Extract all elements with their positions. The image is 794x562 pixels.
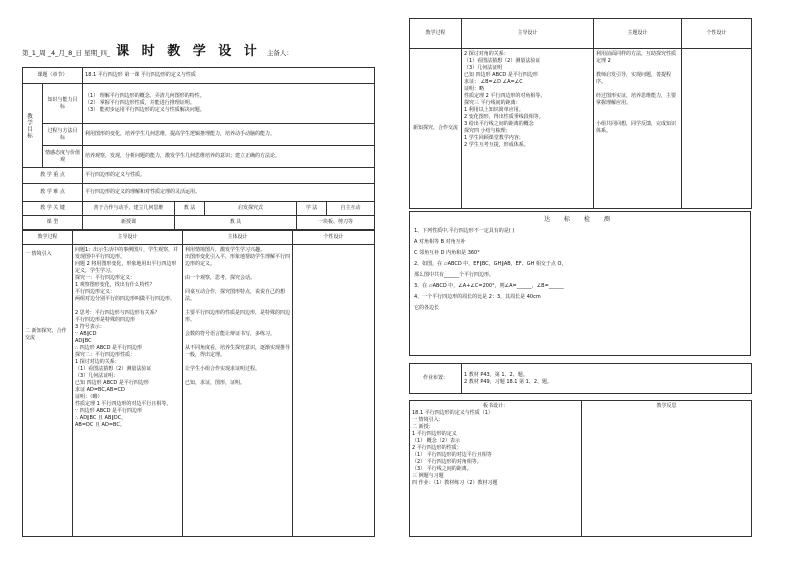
right-main-line: 探究三 平行线间的距离： <box>464 100 521 106</box>
body-design-line <box>185 268 290 275</box>
page-title: 课 时 教 学 设 计 <box>116 44 261 59</box>
reflection-label: 教学反思 <box>656 403 677 409</box>
board-line: （1） 概念（2）表示 <box>412 438 460 444</box>
goal-label-process: 过程与方法目 标 <box>43 124 83 146</box>
goal-line: （1） 理解平行四边形的概念，弄清几何图形的特性。 <box>85 93 205 99</box>
left-lesson-page <box>22 40 374 536</box>
main-design-line: ∴ 四边形 ABCD 是平行四边形 <box>75 345 143 351</box>
main-design-line: 3 符号表示： <box>75 324 105 330</box>
board-line: （3） 平行线之间的距离。 <box>412 466 472 472</box>
test-question-line: 2、如图，在 ▱ABCD 中，EF∥BC，GH∥AB，EF、GH 相交于点 O， <box>414 261 567 267</box>
process-head-stage: 教学过程 <box>23 231 73 245</box>
board-line: 18.1 平行四边形的定义与性质（1） <box>412 410 493 416</box>
learning-method-value: 自主互动 <box>327 202 375 216</box>
right-subject-line <box>596 65 679 72</box>
main-design-line <box>75 303 180 310</box>
topic-label: 课题（章节） <box>23 68 83 84</box>
main-design-line: 已知 四边形 ABCD 是平行四边形 <box>75 380 149 386</box>
right-main-line: 1 利用以上知识简单应用。 <box>464 107 524 113</box>
lesson-header <box>22 40 374 62</box>
method-table <box>22 201 375 230</box>
main-design-line: 2 思考：平行四边形与四边形有关系？ <box>75 310 160 316</box>
body-design-line <box>185 338 290 345</box>
method-key-value: 善于合作与动手，建立几何思维 <box>83 202 175 216</box>
main-design-line: 证明：（略） <box>75 394 103 400</box>
test-question-line: A 对角相等 B 对角互补 <box>414 239 466 245</box>
main-design-line: 问题1：出示生活中的事例图片，学生观察，并发现图中平行四边形。 <box>75 247 179 260</box>
right-main-lines <box>464 51 591 149</box>
right-subject-line: 小组共同回想，同学反馈，完成知识体系。 <box>596 121 677 134</box>
test-question-line: 4、一个平行四边形的周长的比是 2：3，其周长是 40cm <box>414 294 541 300</box>
right-subject-lines <box>596 51 679 135</box>
process-table <box>22 230 375 537</box>
body-design-line: 会数的符号语言能让辩证书写，多练习。 <box>185 331 276 337</box>
method-key-label: 教 学 关 键 <box>23 202 83 216</box>
right-subject-line <box>596 86 679 93</box>
board-design-cell <box>410 401 582 537</box>
right-head-personal: 个性设计 <box>682 19 752 49</box>
homework-table <box>409 363 752 394</box>
right-head-main: 主导设计 <box>462 19 594 49</box>
homework-line: 2 教材 P49，习题 18.1 第 1、2、题。 <box>464 378 553 385</box>
test-title: 达 标 检 测 <box>544 216 616 223</box>
lesson-type-label: 课 型 <box>23 216 83 230</box>
main-design-line: 两组对边分别平行的四边形叫做平行四边形。 <box>75 296 176 302</box>
right-main-line: （3）几何法证明 <box>464 65 503 71</box>
body-design-line <box>185 303 290 310</box>
board-line: 一 情境引入： <box>412 417 444 423</box>
goal-line: （3） 能初步运用平行四边形的定义与性质解决问题。 <box>85 107 205 113</box>
board-line: （1） 平行四边形的对边平行且相等 <box>412 452 492 458</box>
goal-process-value: 利用图形的变化，培养学生几何思维，提高学生逻辑推理能力，培养动手动脑的能力。 <box>83 124 375 146</box>
process-head-body: 主体设计 <box>183 231 293 245</box>
right-process-table <box>409 18 752 209</box>
right-main-line: 探究四 小结与梳理： <box>464 128 511 134</box>
stage-cell <box>23 245 73 537</box>
homework-label: 作业布置： <box>410 364 462 394</box>
main-design-line: ∴ AD∥BC 且 AB∥DC， <box>75 415 127 421</box>
body-design-cell <box>183 245 293 537</box>
board-table <box>409 400 752 537</box>
right-head-subject: 主题设计 <box>594 19 682 49</box>
learning-method-label: 学 法 <box>297 202 327 216</box>
board-lines <box>412 410 579 487</box>
weekday-label: 星期_四_ <box>84 49 111 57</box>
main-design-line: 1 观察图形变化，找出有什么特性？ <box>75 282 155 288</box>
right-main-line: 性质定理 2 平行四边形的对角相等。 <box>464 93 546 99</box>
key-value: 平行四边形的定义与性质。 <box>83 168 375 184</box>
main-design-line: 探究二：平行四边形性质： <box>75 352 136 358</box>
body-design-line: 由一个观察，思考，探究会话。 <box>185 275 256 281</box>
reflection-cell <box>582 401 752 537</box>
test-question-line: 3、在 ▱ABCD 中，∠A+∠C=200°，则∠A=______，∠B=______ <box>414 283 564 289</box>
lesson-plan-table <box>22 67 375 202</box>
right-main-line: 1 学生回顾课堂教学内容； <box>464 135 524 141</box>
body-design-line <box>185 359 290 366</box>
process-head-main: 主导设计 <box>73 231 183 245</box>
main-design-line: （3）几何法证明： <box>75 373 119 379</box>
main-design-lines <box>75 247 180 429</box>
main-design-cell <box>73 245 183 537</box>
tools-label: 教 具 <box>175 216 297 230</box>
main-design-line: 问题 2 将用图形变化，形象地用出平行四边形定义，学生学习。 <box>75 261 177 274</box>
homework-line: 1 教材 P43，第 1、2、题。 <box>464 371 528 378</box>
key-label: 教 学 重 点 <box>23 168 83 184</box>
main-design-line: AD∥BC <box>75 338 92 344</box>
right-main-line: 3 给出平行线之间的距离的概念 <box>464 121 534 127</box>
right-subject-line: 利用前面同样的方法，互助探究性质定理 2 <box>596 51 677 64</box>
goals-label: 教学目标 <box>26 112 32 139</box>
goal-label-knowledge: 知识与能力目 标 <box>43 84 83 124</box>
main-design-line: 性质定理 1 平行四边形的对边平行且相等。 <box>75 401 172 407</box>
homework-cell <box>462 364 752 394</box>
test-question-line: 1、下列性质中,平行四边形不一定具有的是( ) <box>414 228 515 234</box>
right-stage-label: 新知探究、合作交流 <box>410 49 462 209</box>
right-personal-cell <box>682 49 752 209</box>
difficulty-value: 平行四边形的定义的理解和对性质定理的灵活运用。 <box>83 184 375 202</box>
board-line: 2 平行四边形的性质： <box>412 445 462 451</box>
topic-value: 18.1 平行四边形 第一课 平行四边形的定义与性质 <box>83 68 375 84</box>
test-question-line: C 邻角互补 D 内角和是 360° <box>414 250 480 256</box>
body-design-line: 出图形变化引入平，形象地帮助学生理解平行四边形的定义。 <box>185 254 291 267</box>
main-design-line: ∵ 四边形 ABCD 是平行四边形 <box>75 408 143 414</box>
main-design-line: （1）看图法猜想（2）测量法验证 <box>75 366 152 372</box>
right-subject-line: 经过图形实证，培养思维能力，主要掌握理解应用。 <box>596 93 677 106</box>
body-design-line <box>185 373 290 380</box>
main-design-line: ∵ AB∥CD <box>75 331 97 337</box>
right-head-stage: 教学过程 <box>410 19 462 49</box>
right-main-line: 2 变化图形，得出性质垂线段相等。 <box>464 114 544 120</box>
personal-design-cell <box>293 245 375 537</box>
body-design-line <box>185 282 290 289</box>
body-design-line: 让学生小组合作实现求证明过程。 <box>185 366 261 372</box>
teaching-method-label: 教 法 <box>175 202 205 216</box>
body-design-line: 同桌互动合作，探究图形特点，说说自己的想法。 <box>185 289 286 302</box>
main-design-line: 平行四边形是特殊的四边形 <box>75 317 136 323</box>
board-line: （2） 平行四边形的对角相等。 <box>412 459 482 465</box>
goal-label-attitude: 情感态度与价值观 <box>43 146 83 168</box>
goal-knowledge-cell <box>83 84 375 124</box>
stage-explore: 二 新知探究、合作交流 <box>25 328 67 341</box>
test-section <box>409 211 751 356</box>
right-main-line: 证明：略 <box>464 86 485 92</box>
right-main-line: 2 探讨对角的关系： <box>464 51 509 57</box>
teaching-method-value: 启发探究式 <box>205 202 297 216</box>
board-title: 板书设计： <box>482 403 508 409</box>
process-head-personal: 个性设计 <box>293 231 375 245</box>
stage-intro: 一 情境引入 <box>25 251 52 257</box>
goal-attitude-value: 培养观察，发现，分析问题的能力，激发学生几何思维培养的意识；建立正确的方法论。 <box>83 146 375 168</box>
board-line: 三 例题与习题 <box>412 473 444 479</box>
difficulty-label: 教 学 难 点 <box>23 184 83 202</box>
lesson-type-value: 新授课 <box>83 216 175 230</box>
test-questions <box>410 227 750 312</box>
tools-value: 一块板、剪刀等 <box>297 216 375 230</box>
right-subject-line <box>596 114 679 121</box>
preparer-label: 主备人： <box>266 49 293 57</box>
week-label: 第_1_周 <box>22 49 46 57</box>
main-design-line: AB=DC 且 AD=BC。 <box>75 422 125 428</box>
body-design-lines <box>185 247 290 387</box>
body-design-line: 利用情境图片，激发学生学习兴趣。 <box>185 247 266 253</box>
goal-line: （2） 掌握平行四边形性质，并能进行推理证明。 <box>85 100 195 106</box>
main-design-line: 平行四边形定义： <box>75 289 116 295</box>
right-subject-line <box>596 107 679 114</box>
body-design-line: 主要平行四边形的性质是四边形，是特殊的四边形。 <box>185 310 291 323</box>
right-main-line: 求证： ∠B=∠D ∠A=∠C <box>464 79 523 85</box>
test-question-line: 它的各边长 <box>414 305 440 311</box>
right-main-line: 已知 四边形 ABCD 是平行四边形 <box>464 72 538 78</box>
board-line: 二 新授： <box>412 424 434 430</box>
right-subject-cell <box>594 49 682 209</box>
test-question-line: 那么图中共有______个平行四边形。 <box>414 272 495 278</box>
right-main-line: 2 学生互考互提，形成体系。 <box>464 142 529 148</box>
right-main-cell <box>462 49 594 209</box>
body-design-line <box>185 324 290 331</box>
main-design-line: 1 探讨对边的关系： <box>75 359 120 365</box>
right-subject-line: 教师启发引导，实现问题，善提程序。 <box>596 72 672 85</box>
main-design-line: 求证 AD=BC,AB=CD <box>75 387 125 393</box>
main-design-line: 探究一：平行四边形定义： <box>75 275 136 281</box>
date-label: _4_月_8_日 <box>47 49 82 57</box>
board-line: 四 作业：（1）教材练习（2）教材习题 <box>412 480 498 486</box>
right-lesson-page <box>409 18 751 536</box>
right-main-line: （1）看图法猜想（2）测量法验证 <box>464 58 541 64</box>
body-design-line: 已知，求证，图形，证明。 <box>185 380 246 386</box>
body-design-line: 从不同角度看，培养生探究意识，逐渐实现推导一般，得出定理。 <box>185 345 291 358</box>
board-line: 1 平行四边形的定义 <box>412 431 457 437</box>
